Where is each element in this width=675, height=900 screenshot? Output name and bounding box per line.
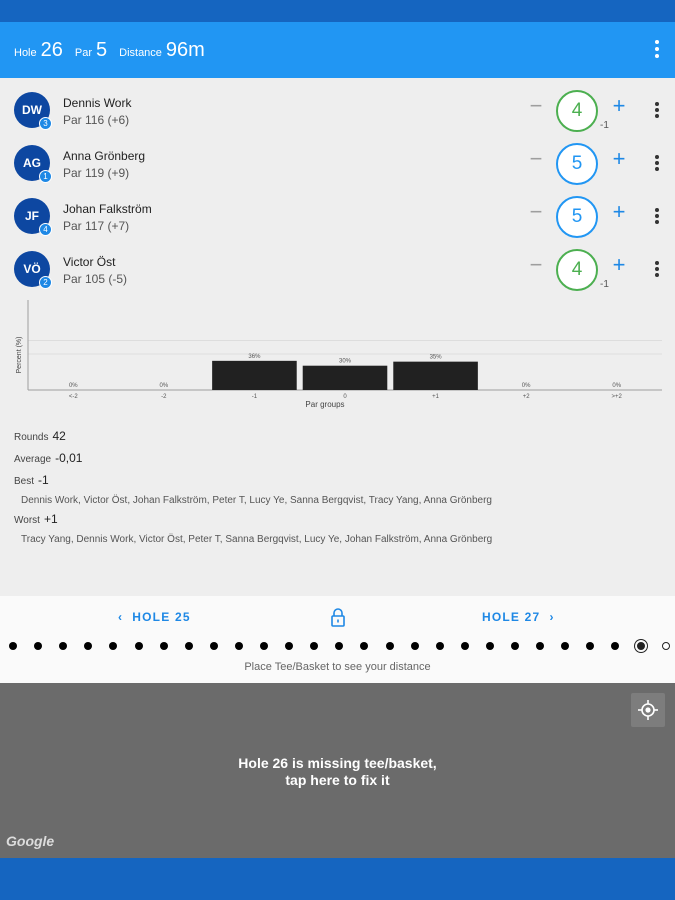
chart-data-label: 0%: [612, 383, 622, 389]
pager-dot[interactable]: [59, 642, 67, 650]
chevron-left-icon: ‹: [118, 610, 124, 624]
my-location-icon[interactable]: [631, 693, 665, 727]
pager-dot[interactable]: [411, 642, 419, 650]
chart-bar: [393, 362, 478, 390]
status-bar: [0, 0, 675, 22]
player-name: Anna Grönberg: [63, 149, 146, 163]
par-label: Par: [74, 47, 92, 59]
avatar[interactable]: VÖ 2: [14, 251, 50, 287]
par-groups-chart: [0, 300, 675, 415]
chart-tick-label: +1: [432, 394, 439, 400]
rounds-label: Rounds: [14, 432, 49, 443]
score-circle[interactable]: 4: [556, 90, 598, 132]
pager-dot[interactable]: [160, 642, 168, 650]
distance-label: Distance: [119, 47, 162, 59]
chart-tick-label: >+2: [611, 394, 622, 400]
player-par: Par 105 (-5): [63, 272, 128, 286]
hole-label: Hole: [14, 47, 37, 59]
increase-score-button[interactable]: +: [612, 146, 626, 171]
chart-tick-label: -1: [251, 394, 258, 400]
pager-dot[interactable]: [235, 642, 243, 650]
score-circle[interactable]: 5: [556, 143, 598, 185]
player-row: [0, 190, 675, 242]
more-vert-icon[interactable]: [655, 40, 659, 58]
pager-dot[interactable]: [9, 642, 17, 650]
player-par: Par 117 (+7): [63, 219, 130, 233]
decrease-score-button[interactable]: −: [529, 252, 543, 277]
decrease-score-button[interactable]: −: [529, 93, 543, 118]
average-value: -0,01: [55, 451, 83, 465]
best-value: -1: [38, 473, 49, 487]
pager-dot[interactable]: [561, 642, 569, 650]
pager-dot[interactable]: [84, 642, 92, 650]
pager-dot[interactable]: [461, 642, 469, 650]
player-par: Par 116 (+6): [63, 113, 130, 127]
player-name: Johan Falkström: [63, 202, 152, 216]
chart-data-label: 0%: [68, 383, 78, 389]
player-row: [0, 243, 675, 295]
chart-data-label: 30%: [338, 358, 352, 365]
avatar[interactable]: DW 3: [14, 92, 50, 128]
chart-data-label: 35%: [429, 354, 442, 361]
chart-bar: [303, 366, 388, 390]
player-badge: 4: [39, 223, 52, 236]
distance-hint: Place Tee/Basket to see your distance: [0, 656, 675, 683]
hole-value: 26: [40, 38, 63, 61]
pager-dot[interactable]: [486, 642, 494, 650]
worst-names: Tracy Yang, Dennis Work, Victor Öst, Peter T, Sanna Bergqvist, Lucy Ye, Johan Falkström, Anna Grönberg: [21, 534, 493, 545]
score-circle[interactable]: 5: [556, 196, 598, 238]
chart-bar: [212, 361, 297, 390]
chart-tick-label: -2: [161, 394, 167, 400]
missing-tee-message[interactable]: Hole 26 is missing tee/basket, tap here to fix it: [238, 755, 437, 788]
pager-dot[interactable]: [536, 642, 544, 650]
lock-icon[interactable]: [330, 607, 346, 627]
player-badge: 2: [39, 276, 52, 289]
chevron-right-icon: ›: [549, 610, 555, 624]
pager-dot[interactable]: [386, 642, 394, 650]
decrease-score-button[interactable]: −: [529, 146, 543, 171]
pager-dot[interactable]: [611, 642, 619, 650]
increase-score-button[interactable]: +: [612, 252, 626, 277]
chart-x-label: Par groups: [305, 400, 345, 409]
player-menu-icon[interactable]: [655, 208, 659, 224]
system-nav-bar: [0, 858, 675, 900]
hole-navigation: [0, 596, 675, 638]
distance-value: 96m: [165, 38, 205, 61]
worst-label: Worst: [14, 515, 40, 526]
previous-hole-button[interactable]: ‹ HOLE 25: [118, 610, 191, 624]
pager-dot[interactable]: [109, 642, 117, 650]
player-menu-icon[interactable]: [655, 102, 659, 118]
decrease-score-button[interactable]: −: [529, 199, 543, 224]
pager-dot[interactable]: [335, 642, 343, 650]
increase-score-button[interactable]: +: [612, 93, 626, 118]
chart-tick-label: +2: [522, 394, 530, 400]
scorecard-content: [0, 78, 675, 596]
player-badge: 1: [39, 170, 52, 183]
pager-dot[interactable]: [360, 642, 368, 650]
avatar[interactable]: AG 1: [14, 145, 50, 181]
map-view[interactable]: [0, 683, 675, 858]
player-name: Dennis Work: [63, 96, 132, 110]
next-hole-button[interactable]: HOLE 27 ›: [482, 610, 555, 624]
chart-data-label: 0%: [159, 383, 169, 389]
player-name: Victor Öst: [63, 255, 116, 269]
best-label: Best: [14, 476, 35, 487]
chart-tick-label: 0: [343, 394, 347, 400]
chart-y-label: Percent (%): [16, 336, 23, 374]
best-names: Dennis Work, Victor Öst, Johan Falkström, Peter T, Lucy Ye, Sanna Bergqvist, Tracy Yang, Anna Grönberg: [21, 495, 492, 506]
avatar[interactable]: JF 4: [14, 198, 50, 234]
player-badge: 3: [39, 117, 52, 130]
player-menu-icon[interactable]: [655, 155, 659, 171]
player-par: Par 119 (+9): [63, 166, 130, 180]
worst-value: +1: [43, 512, 58, 526]
chart-data-label: 0%: [521, 383, 531, 389]
pager-dot[interactable]: [260, 642, 268, 650]
score-circle[interactable]: 4: [556, 249, 598, 291]
pager-dot[interactable]: [586, 642, 594, 650]
player-menu-icon[interactable]: [655, 261, 659, 277]
pager-dot[interactable]: [436, 642, 444, 650]
score-diff: -1: [600, 279, 609, 290]
pager-dot[interactable]: [135, 642, 143, 650]
pager-dot[interactable]: [210, 642, 218, 650]
player-row: [0, 84, 675, 136]
average-label: Average: [14, 454, 52, 465]
google-logo: Google: [6, 833, 55, 849]
pager-dot[interactable]: [185, 642, 193, 650]
stats-panel: [14, 429, 654, 551]
increase-score-button[interactable]: +: [612, 199, 626, 224]
score-diff: -1: [600, 120, 609, 131]
chart-data-label: 36%: [248, 353, 261, 360]
pager-dot[interactable]: [34, 642, 42, 650]
player-row: [0, 137, 675, 189]
par-value: 5: [96, 38, 108, 61]
pager-dot[interactable]: [285, 642, 293, 650]
app-bar: [0, 22, 675, 78]
pager-dot[interactable]: [662, 642, 670, 650]
pager-dot[interactable]: [511, 642, 519, 650]
rounds-value: 42: [52, 429, 66, 443]
chart-tick-label: <-2: [68, 394, 78, 400]
pager-dot[interactable]: [635, 640, 647, 652]
pager-dot[interactable]: [310, 642, 318, 650]
